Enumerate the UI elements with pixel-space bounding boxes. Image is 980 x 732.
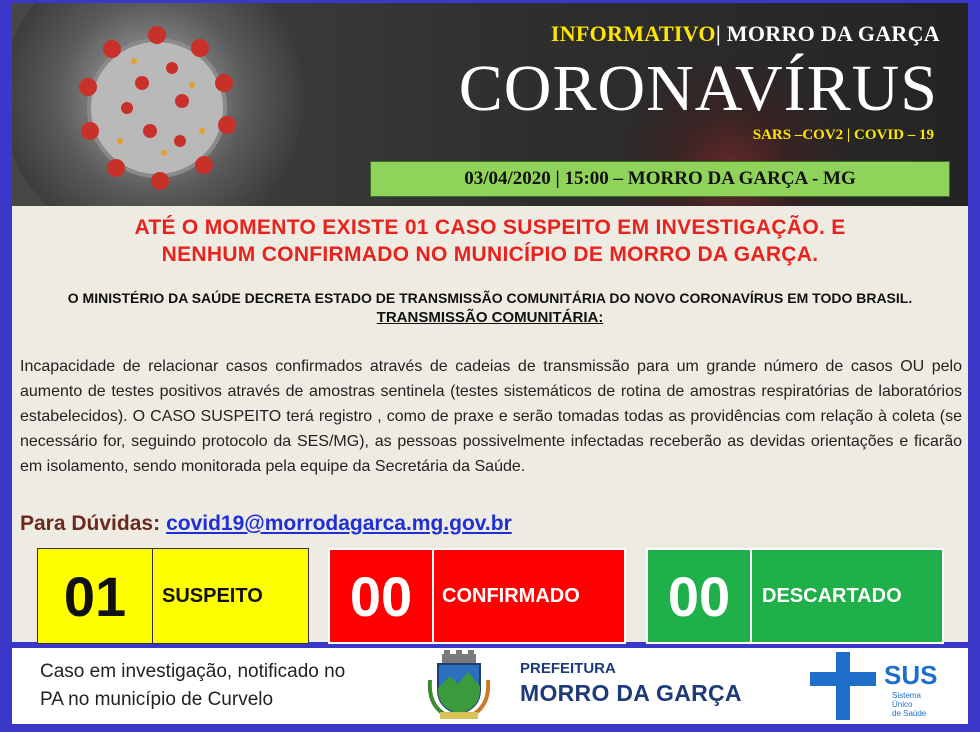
contact-label: Para Dúvidas: <box>20 512 161 535</box>
counter-discarded <box>646 548 944 644</box>
discarded-count: 00 <box>648 550 752 642</box>
alert-line-1: ATÉ O MOMENTO EXISTE 01 CASO SUSPEITO EM INVESTIGAÇÃO. E <box>134 216 846 239</box>
header-banner <box>12 3 968 206</box>
main-content <box>12 206 968 642</box>
header-subtitle: SARS –COV2 | COVID – 19 <box>752 127 934 143</box>
sus-sub-2: Único <box>892 700 913 709</box>
note-line-2: PA no município de Curvelo <box>40 689 274 710</box>
municipality-name: MORRO DA GARÇA <box>520 680 742 706</box>
alert-line-2: NENHUM CONFIRMADO NO MUNICÍPIO DE MORRO DA GARÇA. <box>161 243 819 266</box>
informativo-label: INFORMATIVO <box>550 21 716 46</box>
date-location-bar: 03/04/2020 | 15:00 – MORRO DA GARÇA - MG <box>370 161 950 197</box>
investigation-note <box>40 658 345 714</box>
sus-logo-text: SUS <box>884 660 938 690</box>
confirmed-label: CONFIRMADO <box>442 584 580 607</box>
coronavirus-image <box>32 13 282 203</box>
suspected-count: 01 <box>38 549 153 643</box>
counter-confirmed <box>328 548 626 644</box>
suspected-label: SUSPEITO <box>162 584 263 607</box>
ministry-notice: O MINISTÉRIO DA SAÚDE DECRETA ESTADO DE TRANSMISSÃO COMUNITÁRIA DO NOVO CORONAVÍRUS EM TODO BRASIL. <box>67 290 913 306</box>
transmission-heading: TRANSMISSÃO COMUNITÁRIA: <box>376 309 604 326</box>
confirmed-count: 00 <box>330 550 434 642</box>
header-top-line <box>551 21 940 47</box>
town-label: | MORRO DA GARÇA <box>715 21 940 46</box>
contact-email-link[interactable]: covid19@morrodagarca.mg.gov.br <box>166 512 512 535</box>
note-line-1: Caso em investigação, notificado no <box>40 661 346 682</box>
discarded-label: DESCARTADO <box>762 584 902 607</box>
sus-logo <box>808 650 948 722</box>
municipal-crest-icon <box>424 650 494 722</box>
alert-message <box>12 214 968 268</box>
body-paragraph: Incapacidade de relacionar casos confirmados através de cadeias de transmissão para um grande número de casos OU pelo aumento de testes positivos através de amostras sentinela (testes sistemáticos de rotina de amostras respiratórias de laboratórios estabelecidos). O CASO SUSPEITO terá registro , como de praxe e serão tomadas todas as providências com relação à coleta (se necessário for, seguindo protocolo da SES/MG), as pessoas possivelmente infectadas receberão as devidas orientações e ficarão em isolamento, sendo monitorada pela equipe da Secretária da Saúde. <box>20 358 962 475</box>
prefeitura-label: PREFEITURA <box>520 660 616 677</box>
page-title: CORONAVÍRUS <box>458 52 938 125</box>
counter-suspected <box>37 548 309 644</box>
footer <box>12 648 968 724</box>
contact-line <box>20 512 512 536</box>
sus-sub-1: Sistema <box>892 691 921 700</box>
sus-sub-3: de Saúde <box>892 709 927 718</box>
